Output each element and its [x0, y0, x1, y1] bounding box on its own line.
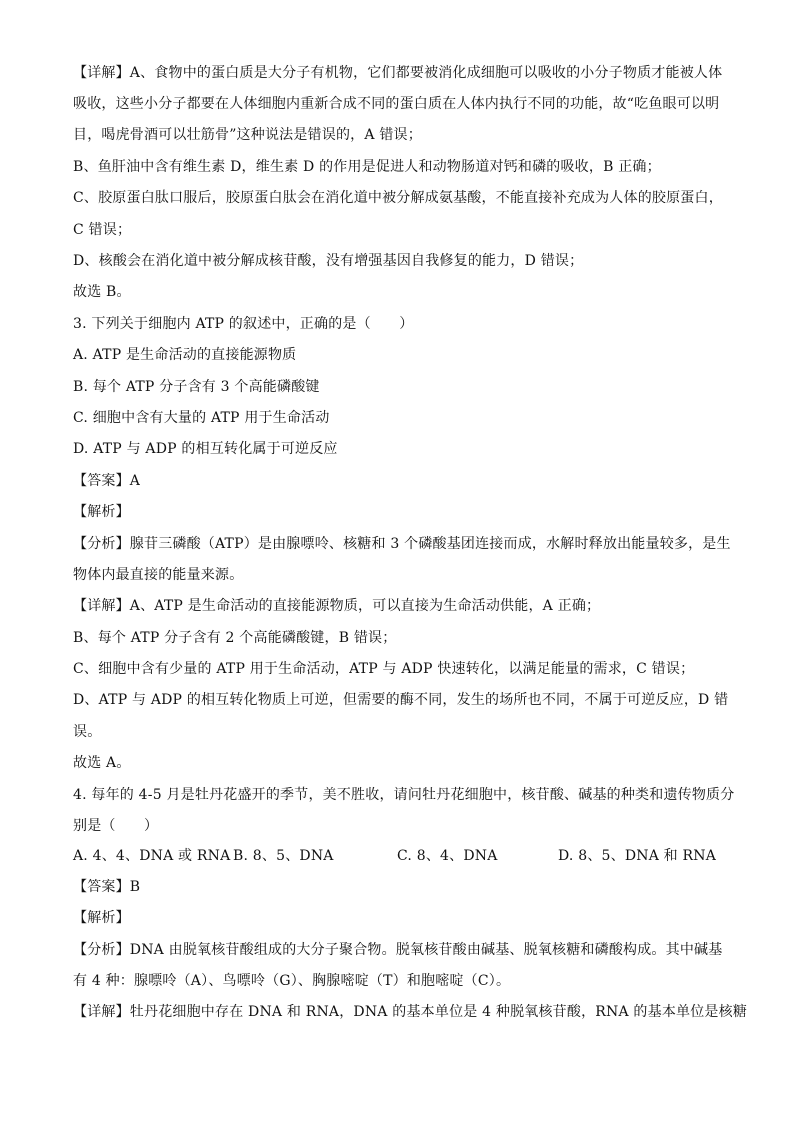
question-stem: 别是（ ）	[73, 818, 159, 834]
text-line: B、每个 ATP 分子含有 2 个高能磷酸键，B 错误；	[73, 630, 397, 646]
text-line: 【详解】A、食物中的蛋白质是大分子有机物，它们都要被消化成细胞可以吸收的小分子物质才能被人体	[73, 65, 723, 81]
text-line: C 错误；	[73, 222, 132, 238]
answer-label: 【答案】A	[73, 473, 141, 489]
text-line: 【分析】DNA 由脱氧核苷酸组成的大分子聚合物。脱氧核苷酸由碱基、脱氧核糖和磷酸构成。其中碱基	[73, 942, 723, 958]
text-line: B、鱼肝油中含有维生素 D，维生素 D 的作用是促进人和动物肠道对钙和磷的吸收，B 正确；	[73, 159, 661, 175]
text-line: 有 4 种：腺嘌呤（A）、鸟嘌呤（G）、胸腺嘧啶（T）和胞嘧啶（C）。	[73, 973, 511, 989]
option-c: C. 细胞中含有大量的 ATP 用于生命活动	[73, 410, 330, 426]
analysis-label: 【解析】	[73, 504, 130, 520]
text-line: 目，喝虎骨酒可以壮筋骨”这种说法是错误的，A 错误；	[73, 127, 422, 143]
question-stem: 4. 每年的 4-5 月是牡丹花盛开的季节，美不胜收，请问牡丹花细胞中，核苷酸、碱基的种类和遗传物质分	[73, 787, 735, 803]
text-line: D、核酸会在消化道中被分解成核苷酸，没有增强基因自我修复的能力，D 错误；	[73, 253, 584, 269]
option-b: B. 8、5、DNA	[233, 848, 334, 864]
text-line: D、ATP 与 ADP 的相互转化物质上可逆，但需要的酶不同，发生的场所也不同，不属于可逆反应，D 错	[73, 692, 729, 708]
analysis-label: 【解析】	[73, 910, 130, 926]
text-line: 误。	[73, 724, 102, 740]
text-line: 故选 B。	[73, 284, 131, 300]
text-line: 【分析】腺苷三磷酸（ATP）是由腺嘌呤、核糖和 3 个磷酸基团连接而成，水解时释放出能量较多，是生	[73, 536, 731, 552]
answer-label: 【答案】B	[73, 879, 141, 895]
text-line: 物体内最直接的能量来源。	[73, 567, 244, 583]
option-d: D. 8、5、DNA 和 RNA	[558, 848, 717, 864]
option-c: C. 8、4、DNA	[397, 848, 498, 864]
text-line: C、胶原蛋白肽口服后，胶原蛋白肽会在消化道中被分解成氨基酸，不能直接补充成为人体的胶原蛋白，	[73, 190, 723, 206]
text-line: 【详解】牡丹花细胞中存在 DNA 和 RNA，DNA 的基本单位是 4 种脱氧核苷酸，RNA 的基本单位是核糖	[73, 1004, 748, 1020]
option-b: B. 每个 ATP 分子含有 3 个高能磷酸键	[73, 379, 320, 395]
option-d: D. ATP 与 ADP 的相互转化属于可逆反应	[73, 441, 338, 457]
question-stem: 3. 下列关于细胞内 ATP 的叙述中，正确的是（ ）	[73, 316, 414, 332]
text-line: C、细胞中含有少量的 ATP 用于生命活动，ATP 与 ADP 快速转化，以满足能量的需求，C 错误；	[73, 661, 695, 677]
text-line: 【详解】A、ATP 是生命活动的直接能源物质，可以直接为生命活动供能，A 正确；	[73, 598, 601, 614]
option-a: A. ATP 是生命活动的直接能源物质	[73, 347, 297, 363]
text-line: 吸收，这些小分子都要在人体细胞内重新合成不同的蛋白质在人体内执行不同的功能，故“吃鱼眼可以明	[73, 96, 720, 112]
option-a: A. 4、4、DNA 或 RNA	[73, 848, 231, 864]
text-line: 故选 A。	[73, 755, 131, 771]
options-row	[73, 846, 723, 866]
